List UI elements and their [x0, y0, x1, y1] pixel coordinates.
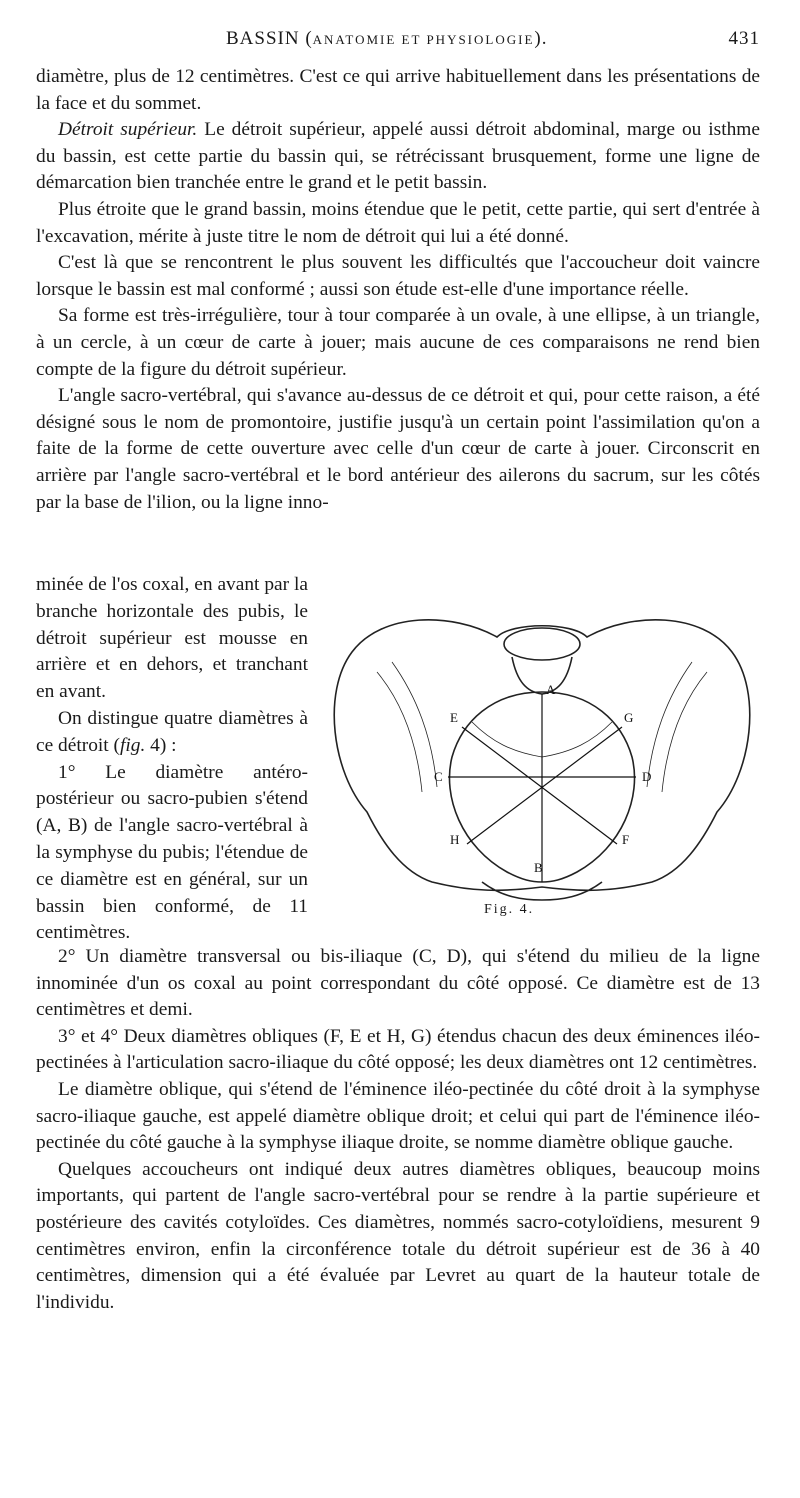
label-c: C: [434, 769, 443, 784]
paragraph-four-diameters: On distingue quatre diamètres à ce détroit (fig. 4) :: [36, 707, 308, 756]
paragraph-continuation: minée de l'os coxal, en avant par la branche horizontale des pubis, le détroit supérieur est mousse en arrière et en dehors, et tranchant en avant.: [36, 574, 308, 703]
running-title: BASSIN (ANATOMIE ET PHYSIOLOGIE).: [226, 28, 548, 49]
paragraph-detroit-superieur: [36, 117, 760, 197]
page-number: 431: [728, 28, 760, 49]
paragraph-sacro-cotyloid: Quelques accoucheurs ont indiqué deux autres diamètres obliques, beaucoup moins importants, qui partent de l'angle sacro-vertébral pour se rendre à la partie supérieure et postérieure des cavités cotyloïdes. Ces diamètres, nommés sacro-cotyloïdiens, mesurent 9 centimètres environ, enfin la circonférence totale du détroit supérieur est de 36 à 40 centimètres, dimension qui a été évaluée par Levret au quart de la hauteur totale de l'individu.: [36, 1158, 760, 1313]
label-h: H: [450, 832, 460, 847]
section-heading: Détroit supérieur.: [58, 119, 198, 141]
label-b: B: [534, 860, 543, 875]
label-f: F: [622, 832, 630, 847]
paragraph-continuation: diamètre, plus de 12 centimètres. C'est ce qui arrive habituellement dans les présentations de la face et du sommet.: [36, 66, 760, 114]
label-e: E: [450, 710, 458, 725]
paragraph-body: Le détroit supérieur, appelé aussi détroit abdominal, marge ou isthme du bassin, est cette partie du bassin qui, se rétrécissant brusquement, forme une ligne de démarcation bien tranchée entre le grand et le petit bassin.: [36, 119, 760, 194]
paragraph: Plus étroite que le grand bassin, moins étendue que le petit, cette partie, qui sert d'entrée à l'excavation, mérite à juste titre le nom de détroit qui lui a été donné.: [36, 198, 760, 247]
running-header: [36, 28, 760, 58]
narrow-text-block: [36, 572, 308, 947]
paragraph-oblique: Le diamètre oblique, qui s'étend de l'éminence iléo-pectinée du côté droit à la symphyse sacro-iliaque gauche, est appelé diamètre oblique droit; et celui qui part de l'éminence iléo-pectinée du côté gauche à la symphyse iliaque droite, se nomme diamètre oblique gauche.: [36, 1078, 760, 1154]
top-text-block: [36, 64, 760, 516]
figure-caption: Fig. 4.: [484, 902, 535, 917]
label-g: G: [624, 710, 634, 725]
label-d: D: [642, 769, 652, 784]
paragraph: L'angle sacro-vertébral, qui s'avance au-dessus de ce détroit et qui, pour cette raison, a été désigné sous le nom de promontoire, justifie jusqu'à un certain point l'assimilation qu'on a faite de la forme de cette ouverture avec celle d'un cœur de carte à jouer. Circonscrit en arrière par l'angle sacro-vertébral et le bord antérieur des ailerons du sacrum, sur les côtés par la base de l'ilion, ou la ligne inno-: [36, 385, 760, 513]
paragraph: Sa forme est très-irrégulière, tour à tour comparée à un ovale, à une ellipse, à un triangle, à un cercle, à un cœur de carte à jouer; mais aucune de ces comparaisons ne rend bien compte de la figure du détroit supérieur.: [36, 305, 760, 380]
bottom-text-block: [36, 944, 760, 1316]
figure-reference: fig.: [119, 734, 146, 756]
paragraph-diameters-3-4: 3° et 4° Deux diamètres obliques (F, E et H, G) étendus chacun des deux éminences iléo-pectinées à l'articulation sacro-iliaque du côté opposé; les deux diamètres ont 12 centimètres.: [36, 1025, 760, 1074]
label-a: A: [546, 682, 556, 697]
paragraph-diameter-1: 1° Le diamètre antéro-postérieur ou sacro-pubien s'étend (A, B) de l'angle sacro-vertébral à la symphyse du pubis; l'étendue de ce diamètre est en général, sur un bassin bien conformé, de 11 centimètres.: [36, 761, 308, 944]
paragraph: C'est là que se rencontrent le plus souvent les difficultés que l'accoucheur doit vaincre lorsque le bassin est mal conformé ; aussi son étude est-elle d'une importance réelle.: [36, 252, 760, 300]
pelvis-figure: [322, 582, 762, 942]
paragraph-diameter-2: 2° Un diamètre transversal ou bis-iliaque (C, D), qui s'étend du milieu de la ligne innominée d'un os coxal au point correspondant du côté opposé. Ce diamètre est de 13 centimètres et demi.: [36, 946, 760, 1021]
pelvis-engraving: [322, 582, 762, 942]
